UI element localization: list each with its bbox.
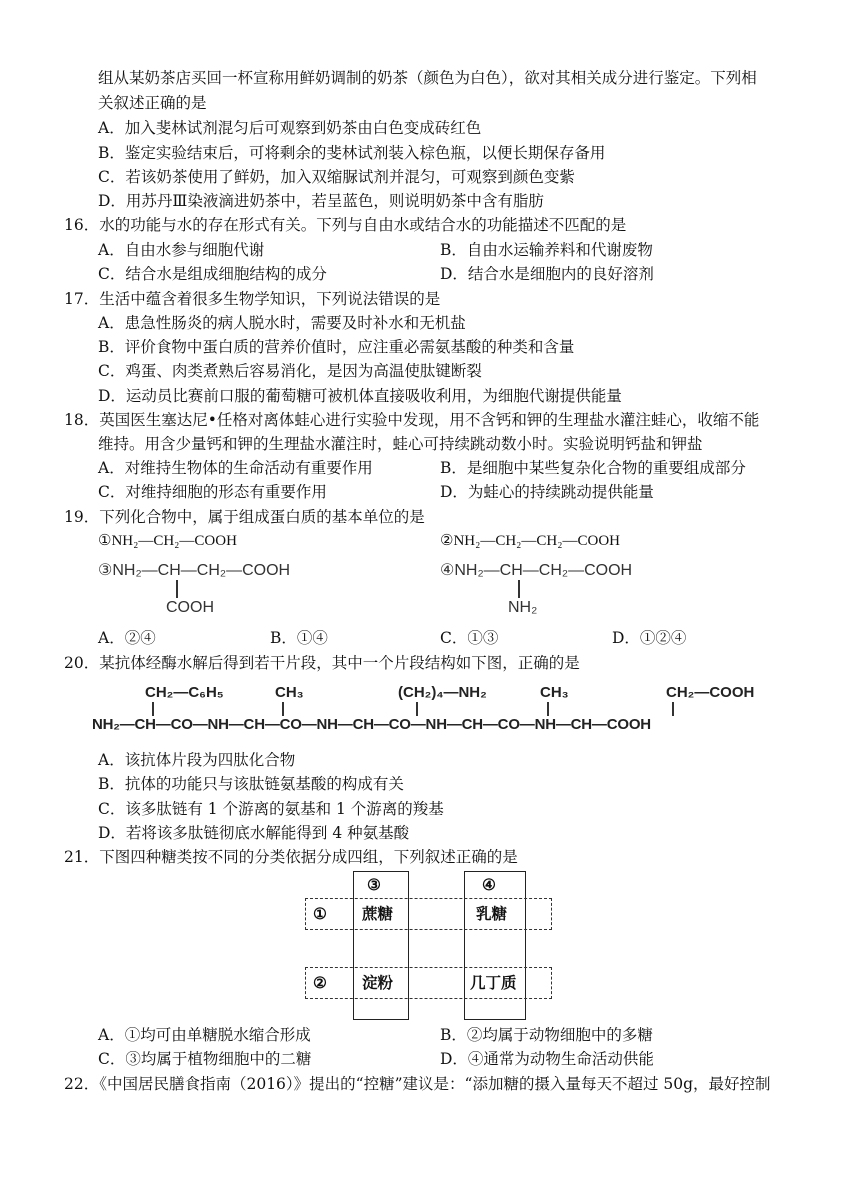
sugar-lactose: 乳糖 [476, 904, 508, 923]
intro-line-2: 关叙述正确的是 [98, 94, 207, 112]
q19-option-a: A．②④ [98, 629, 156, 647]
q20-sidechain-2: CH₃ [275, 684, 304, 701]
q21-stem: 21．下图四种糖类按不同的分类依据分成四组，下列叙述正确的是 [64, 848, 518, 866]
q16-option-b: B．自由水运输养料和代谢废物 [440, 241, 653, 259]
sugar-chitin: 几丁质 [470, 973, 517, 992]
q15-option-b: B．鉴定实验结束后，可将剩余的斐林试剂装入棕色瓶，以便长期保存备用 [98, 144, 606, 162]
q20-bond-4 [547, 702, 549, 716]
q20-bond-5 [672, 702, 674, 716]
intro-line-1: 组从某奶茶店买回一杯宣称用鲜奶调制的奶茶（颜色为白色），欲对其相关成分进行鉴定。下列相 [98, 69, 757, 87]
q19-option-b: B．①④ [270, 629, 328, 647]
q20-bond-2 [282, 702, 284, 716]
q21-option-d: D．④通常为动物生命活动供能 [440, 1050, 654, 1068]
q16-option-c: C．结合水是组成细胞结构的成分 [98, 265, 327, 283]
q18-option-c: C．对维持细胞的形态有重要作用 [98, 483, 327, 501]
q16-option-d: D．结合水是细胞内的良好溶剂 [440, 265, 654, 283]
q19-option-c: C．①③ [440, 629, 499, 647]
sugar-sucrose: 蔗糖 [362, 904, 394, 923]
q20-option-a: A．该抗体片段为四肽化合物 [98, 751, 296, 769]
q18-option-b: B．是细胞中某些复杂化合物的重要组成部分 [440, 459, 746, 477]
q18-option-d: D．为蛙心的持续跳动提供能量 [440, 483, 654, 501]
q20-option-d: D．若将该多肽链彻底水解能得到 4 种氨基酸 [98, 824, 410, 842]
q19-compound-4-bond [518, 580, 520, 598]
q21-option-c: C．③均属于植物细胞中的二糖 [98, 1050, 312, 1068]
q20-peptide-chain: NH₂—CH—CO—NH—CH—CO—NH—CH—CO—NH—CH—CO—NH—CH—COOH [92, 716, 651, 733]
q15-option-c: C．若该奶茶使用了鲜奶，加入双缩脲试剂并混匀，可观察到颜色变紫 [98, 168, 575, 186]
q16-option-a: A．自由水参与细胞代谢 [98, 241, 265, 259]
q20-bond-1 [152, 702, 154, 716]
q21-option-a: A．①均可由单糖脱水缩合形成 [98, 1026, 311, 1044]
q19-compound-3-bond [176, 580, 178, 598]
q20-bond-3 [416, 702, 418, 716]
q20-stem: 20．某抗体经酶水解后得到若干片段，其中一个片段结构如下图，正确的是 [64, 654, 580, 672]
sugar-starch: 淀粉 [362, 973, 394, 992]
q19-compound-3-sub: COOH [166, 599, 214, 616]
q20-sidechain-3: (CH₂)₄—NH₂ [398, 684, 487, 701]
q18-stem-line-1: 18．英国医生塞达尼•任格对离体蛙心进行实验中发现，用不含钙和钾的生理盐水灌注蛙心，收缩不能 [64, 411, 760, 429]
q17-option-a: A．患急性肠炎的病人脱水时，需要及时补水和无机盐 [98, 314, 466, 332]
q20-option-b: B．抗体的功能只与该肽链氨基酸的构成有关 [98, 775, 404, 793]
label-1: ① [313, 904, 327, 923]
q19-compound-1: ①NH₂—CH₂—COOH [98, 533, 237, 549]
q19-compound-2: ②NH₂—CH₂—CH₂—COOH [440, 533, 620, 549]
q19-compound-3: ③NH₂—CH—CH₂—COOH [98, 562, 291, 579]
q19-stem: 19．下列化合物中，属于组成蛋白质的基本单位的是 [64, 508, 425, 526]
group-1-box [305, 898, 552, 930]
q15-option-d: D．用苏丹Ⅲ染液滴进奶茶中，若呈蓝色，则说明奶茶中含有脂肪 [98, 192, 544, 210]
q17-option-d: D．运动员比赛前口服的葡萄糖可被机体直接吸收利用，为细胞代谢提供能量 [98, 387, 622, 405]
q20-sidechain-4: CH₃ [540, 684, 569, 701]
q20-sidechain-1: CH₂—C₆H₅ [145, 684, 224, 701]
q17-option-c: C．鸡蛋、肉类煮熟后容易消化，是因为高温使肽键断裂 [98, 362, 482, 380]
label-2: ② [313, 973, 327, 992]
q16-stem: 16．水的功能与水的存在形式有关。下列与自由水或结合水的功能描述不匹配的是 [64, 216, 627, 234]
q20-sidechain-5: CH₂—COOH [666, 684, 755, 701]
q15-option-a: A．加入斐林试剂混匀后可观察到奶茶由白色变成砖红色 [98, 119, 482, 137]
label-4: ④ [482, 875, 496, 894]
q18-stem-line-2: 维持。用含少量钙和钾的生理盐水灌注时，蛙心可持续跳动数小时。实验说明钙盐和钾盐 [98, 435, 703, 453]
q21-option-b: B．②均属于动物细胞中的多糖 [440, 1026, 653, 1044]
q17-stem: 17．生活中蕴含着很多生物学知识，下列说法错误的是 [64, 290, 441, 308]
q19-option-d: D．①②④ [612, 629, 687, 647]
q22-stem: 22．《中国居民膳食指南（2016）》提出的“控糖”建议是：“添加糖的摄入量每天不超过 50g，最好控制 [64, 1075, 771, 1093]
label-3: ③ [367, 875, 381, 894]
q19-compound-4-sub: NH₂ [508, 599, 538, 616]
q20-option-c: C．该多肽链有 1 个游离的氨基和 1 个游离的羧基 [98, 800, 444, 818]
q19-compound-4: ④NH₂—CH—CH₂—COOH [440, 562, 633, 579]
q17-option-b: B．评价食物中蛋白质的营养价值时，应注重必需氨基酸的种类和含量 [98, 338, 575, 356]
q18-option-a: A．对维持生物体的生命活动有重要作用 [98, 459, 373, 477]
